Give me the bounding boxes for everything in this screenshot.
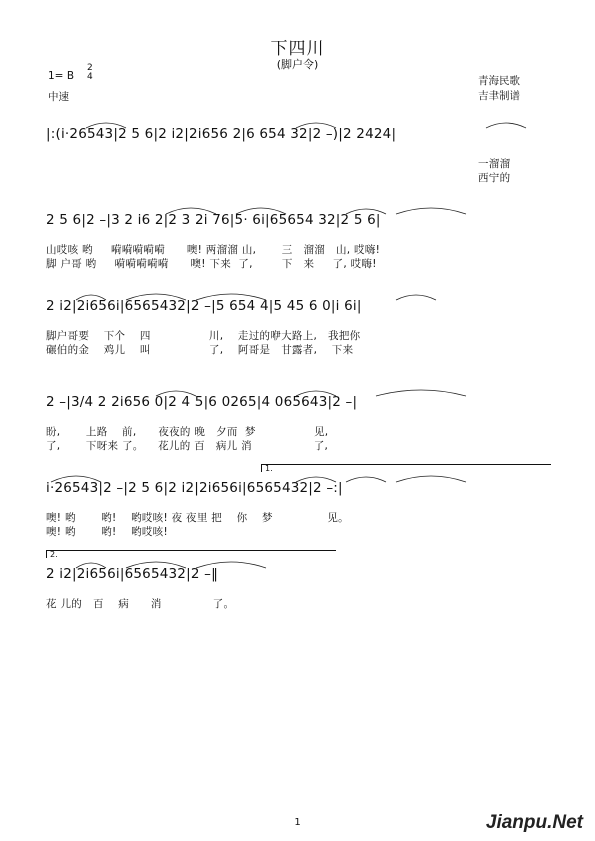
notes-line: i·26543|2 –|2 5 6|2 i2|2i656i|6565432|2 –:| bbox=[46, 480, 343, 496]
lyrics-verse-2: 噢! 哟 哟! 哟哎咳! bbox=[46, 526, 168, 538]
lyrics-verse-1: 盼, 上路 前, 夜夜的 晚 夕而 梦 见, bbox=[46, 426, 329, 438]
slur-marks bbox=[46, 288, 556, 302]
song-title: 下四川 bbox=[270, 39, 325, 59]
slur-marks bbox=[46, 202, 556, 216]
lyrics-verse-1: 山哎咳 哟 嗬嗬嗬嗬嗬 噢! 两溜溜 山, 三 溜溜 山, 哎嗨! bbox=[46, 244, 381, 256]
score-system-5 bbox=[46, 464, 556, 540]
page-number: 1 bbox=[294, 817, 301, 828]
slur-marks bbox=[46, 116, 556, 130]
score-system-4 bbox=[46, 384, 556, 454]
song-arranger: 吉聿制谱 bbox=[478, 90, 520, 102]
notes-line: 2 i2|2i656i|6565432|2 –‖ bbox=[46, 566, 219, 582]
lyrics-verse-2: 脚 户哥 哟 嗬嗬嗬嗬嗬 噢! 下来 了, 下 来 了, 哎嗨! bbox=[46, 258, 377, 270]
time-signature-top: 2 bbox=[87, 63, 93, 73]
lyrics-verse-1: 噢! 哟 哟! 哟哎咳! 夜 夜里 把 你 梦 见。 bbox=[46, 512, 349, 524]
volta-line bbox=[261, 464, 551, 465]
lyrics-verse-1: 一溜溜 bbox=[478, 158, 511, 170]
slur-marks bbox=[46, 384, 556, 398]
key-signature: 1= B bbox=[48, 70, 75, 82]
slur-marks bbox=[46, 556, 556, 570]
site-watermark: Jianpu.Net bbox=[485, 812, 583, 833]
song-origin: 青海民歌 bbox=[478, 75, 520, 87]
volta-line bbox=[46, 550, 336, 551]
score-system-3 bbox=[46, 288, 556, 358]
score-system-1 bbox=[46, 116, 556, 186]
lyrics-verse-1: 脚户哥要 下个 四 川, 走过的咿大路上, 我把你 bbox=[46, 330, 361, 342]
volta-number: 2. bbox=[50, 550, 58, 559]
song-subtitle: (脚户令) bbox=[276, 58, 319, 71]
lyrics-verse-2: 西宁的 bbox=[478, 172, 511, 184]
lyrics-verse-1: 花 儿的 百 病 消 了。 bbox=[46, 598, 235, 610]
notes-line: 2 5 6|2 –|3 2 i6 2|2 3 2i 76|5· 6i|65654 32|2 5 6| bbox=[46, 212, 381, 228]
notes-line: 2 i2|2i656i|6565432|2 –|5 654 4|5 45 6 0|i 6i| bbox=[46, 298, 362, 314]
lyrics-verse-2: 了, 下呀来 了。 花儿的 百 病儿 消 了, bbox=[46, 440, 329, 452]
volta-bracket-1 bbox=[261, 464, 551, 473]
time-signature-bottom: 4 bbox=[87, 72, 93, 82]
volta-bracket-2 bbox=[46, 550, 336, 559]
slur-marks bbox=[46, 470, 556, 484]
notes-line: 2 –|3/4 2 2i656 0|2 4 5|6 0265|4 065643|2 –| bbox=[46, 394, 358, 410]
score-system-2 bbox=[46, 202, 556, 272]
tempo-marking: 中速 bbox=[48, 91, 69, 103]
score-system-6 bbox=[46, 550, 556, 616]
notes-line: |:(i·26543|2 5 6|2 i2|2i656 2|6 654 32|2 –)|2 2424| bbox=[46, 126, 397, 142]
lyrics-verse-2: 碾伯的金 鸡儿 叫 了, 阿哥是 甘露者, 下来 bbox=[46, 344, 354, 356]
time-signature bbox=[87, 64, 93, 82]
volta-number: 1. bbox=[265, 464, 273, 473]
